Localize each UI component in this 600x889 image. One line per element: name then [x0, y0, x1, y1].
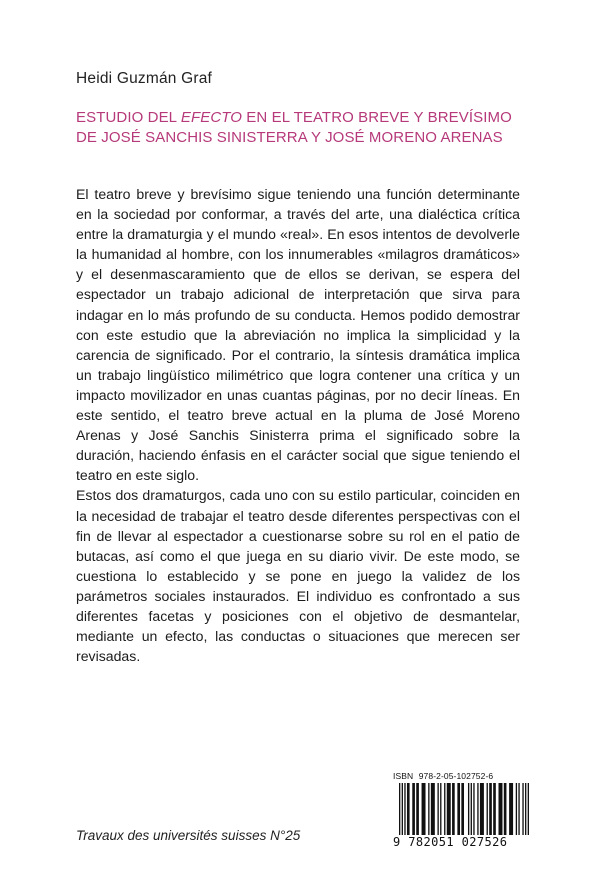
barcode-bar — [407, 783, 410, 835]
barcode-bar — [528, 783, 529, 835]
title-emphasis: EFECTO — [180, 109, 243, 126]
barcode-digits: 9 782051 027526 — [393, 835, 508, 849]
barcode-bar — [493, 783, 496, 835]
barcode-bar — [431, 783, 435, 835]
blurb — [76, 184, 520, 666]
barcode-bar — [437, 783, 438, 835]
title-part-2: EN EL TEATRO BREVE Y BREVÍSIMO DE JOSÉ SANCHIS SINISTERRA Y JOSÉ MORENO ARENAS — [76, 109, 512, 146]
barcode-bar — [509, 783, 513, 835]
barcode-bar — [480, 783, 484, 835]
barcode-bar — [477, 783, 478, 835]
barcode-bar — [461, 783, 464, 835]
isbn-label: ISBN — [393, 771, 414, 781]
barcode-bar — [525, 783, 526, 835]
barcode-bar — [444, 783, 445, 835]
barcode-bar — [412, 783, 415, 835]
barcode-bar — [471, 783, 472, 835]
barcode-bar — [518, 783, 519, 835]
barcode-image — [393, 783, 535, 837]
barcode-bar — [489, 783, 492, 835]
barcode-bar — [402, 783, 403, 835]
book-title — [76, 108, 536, 148]
barcode-bar — [487, 783, 488, 835]
blurb-paragraph-2: Estos dos dramaturgos, cada uno con su estilo particular, coinciden en la necesidad de trabajar el teatro desde diferentes perspectivas con el fin de llevar al espectador a cuestionarse sobre su rol en el patio de butacas, así como el que juega en su diario vivir. De este modo, se cuestiona lo establecido y se pone en juego la validez de los parámetros sociales instaurados. El individuo es confrontado a sus diferentes facetas y posiciones con el objetivo de desmantelar, mediante un efecto, las conductas o situaciones que merecen ser revisadas. — [76, 487, 520, 665]
series-line: Travaux des universités suisses N°25 — [76, 828, 301, 843]
author-name: Heidi Guzmán Graf — [76, 70, 213, 87]
isbn-line — [393, 771, 535, 781]
barcode-bar — [440, 783, 441, 835]
barcode-bar — [422, 783, 426, 835]
barcode-bar — [452, 783, 455, 835]
isbn-number: 978-2-05-102752-6 — [418, 771, 494, 781]
barcode-bar — [428, 783, 429, 835]
title-part-1: ESTUDIO DEL — [76, 109, 181, 126]
barcode-bar — [404, 783, 405, 835]
barcode-bar — [473, 783, 474, 835]
isbn-barcode-block — [393, 771, 535, 851]
barcode-bar — [504, 783, 507, 835]
barcode-bar — [516, 783, 517, 835]
barcode-bar — [447, 783, 451, 835]
barcode-bar — [498, 783, 502, 835]
barcode-bar — [522, 783, 523, 835]
barcode-bar — [399, 783, 400, 835]
barcode-bar — [416, 783, 419, 835]
barcode-bar — [468, 783, 469, 835]
barcode-bar — [457, 783, 460, 835]
blurb-paragraph-1: El teatro breve y brevísimo sigue teniendo una función determinante en la sociedad por conformar, a través del arte, una dialéctica crítica entre la dramaturgia y el mundo «real». En esos intentos de devolverle la humanidad al hombre, con los innumerables «milagros dramáticos» y el desenmascaramiento que de ellos se derivan, se espera del espectador un trabajo adicional de interpretación que sirva para indagar en lo más profundo de su conducta. Hemos podido demostrar con este estudio que la abreviación no implica la simplicidad y la carencia de significado. Por el contrario, la síntesis dramática implica un trabajo lingüístico milimétrico que logra contener una crítica y un impacto movilizador en unas cuantas páginas, por no decir líneas. En este sentido, el teatro breve actual en la pluma de José Moreno Arenas y José Sanchis Sinisterra prima el significado sobre la duración, haciendo énfasis en el carácter social que sigue teniendo el teatro en este siglo. — [76, 186, 520, 484]
